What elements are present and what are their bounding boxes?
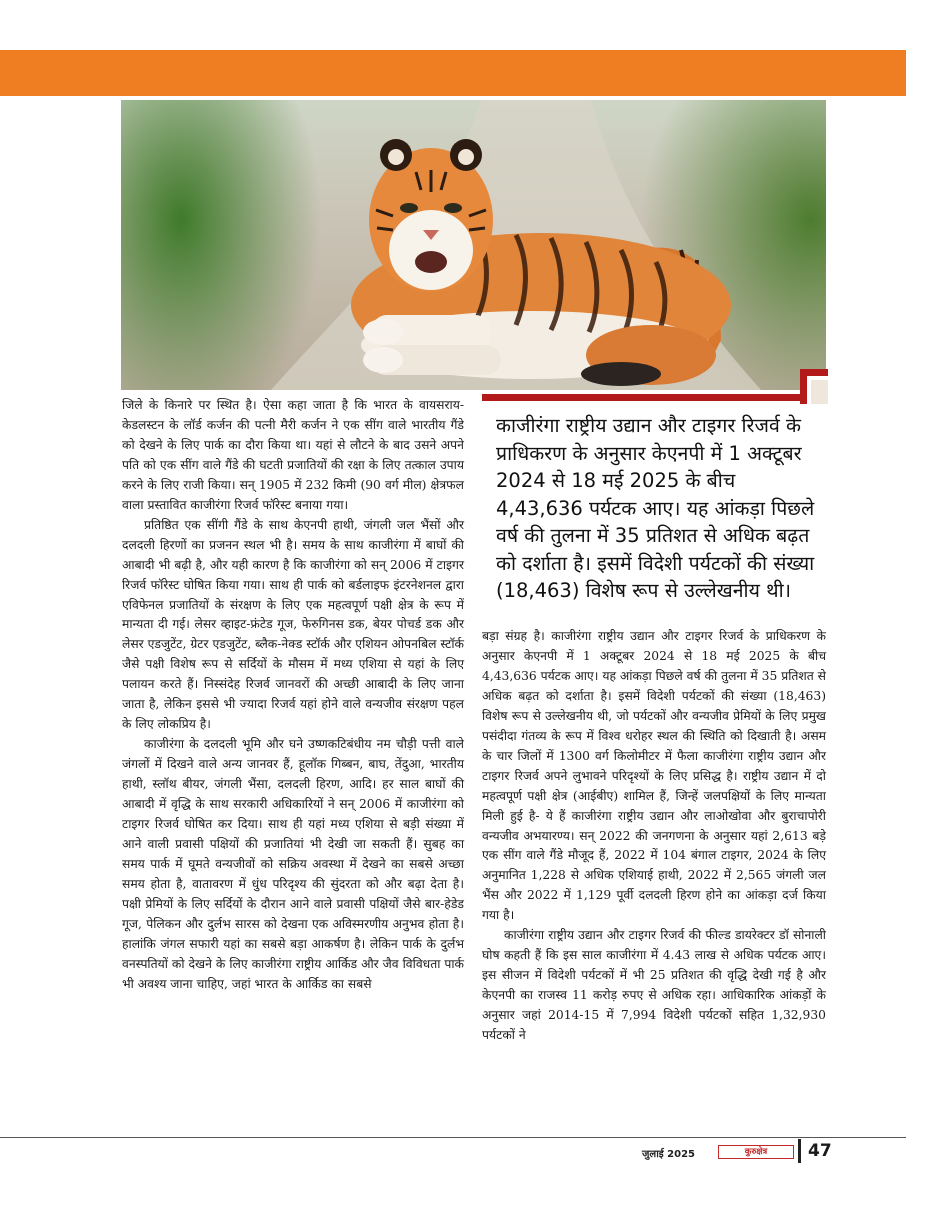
tiger-photo xyxy=(121,100,826,390)
article-column-right xyxy=(482,627,826,1046)
footer-rule xyxy=(0,1137,906,1138)
header-accent-band xyxy=(0,50,906,96)
issue-date: जुलाई 2025 xyxy=(642,1149,696,1160)
paragraph: काजीरंगा राष्ट्रीय उद्यान और टाइगर रिजर्व की फील्ड डायरेक्टर डॉ सोनाली घोष कहती हैं कि इस साल काजीरंगा में 4.43 लाख से अधिक पर्यटक आए। इस सीजन में विदेशी पर्यटकों में भी 25 प्रतिशत की वृद्धि देखी गई है और केएनपी का राजस्व 11 करोड़ रुपए से अधिक रहा। आधिकारिक आंकड़ों के अनुसार जहां 2014-15 में 7,994 विदेशी पर्यटकों सहित 1,32,930 पर्यटकों ने xyxy=(482,928,826,1043)
tiger-photo-illustration xyxy=(121,100,826,390)
paragraph: काजीरंगा के दलदली भूमि और घने उष्णकटिबंधीय नम चौड़ी पत्ती वाले जंगलों में दिखने वाले अन्य जानवर हैं, हूलॉक गिब्बन, बाघ, तेंदुआ, भारतीय हाथी, स्लॉथ बीयर, जंगली भैंसा, दलदली हिरण, आदि। हर साल बाघों की आबादी में वृद्धि के साथ सरकारी अधिकारियों ने सन् 2006 में काजीरंगा को टाइगर रिजर्व घोषित कर दिया। साथ ही यहां मध्य एशिया से बड़ी संख्या में आने वाली प्रवासी पक्षियों की प्रजातियां भी देखी जा सकती हैं। सुबह का समय पार्क में घूमते वन्यजीवों को सक्रिय अवस्था में देखने का सबसे अच्छा समय होता है, वातावरण में धुंध परिदृश्य की सुंदरता को और बढ़ा देता है। पक्षी प्रेमियों के लिए सर्दियों के दौरान आने वाले प्रवासी पक्षियों जैसे बार-हेडेड गूज, पेलिकन और दुर्लभ सारस को देखना एक अविस्मरणीय अनुभव होता है। हालांकि जंगल सफारी यहां का सबसे बड़ा आकर्षण है। लेकिन पार्क के दुर्लभ वनस्पतियों को देखने के लिए काजीरंगा राष्ट्रीय आर्किड और जैव विविधता पार्क भी अवश्य जाना चाहिए, जहां भारत के आर्किड का सबसे xyxy=(122,737,464,991)
pullquote: काजीरंगा राष्ट्रीय उद्यान और टाइगर रिजर्व के प्राधिकरण के अनुसार केएनपी में 1 अक्टूबर 2024 से 18 मई 2025 के बीच 4,43,636 पर्यटक आए। यह आंकड़ा पिछले वर्ष की तुलना में 35 प्रतिशत से अधिक बढ़त को दर्शाता है। इसमें विदेशी पर्यटकों की संख्या (18,463) विशेष रूप से उल्लेखनीय थी। xyxy=(496,414,815,602)
page-number: 47 xyxy=(808,1141,832,1161)
photo-corner-mark xyxy=(800,369,828,404)
pullquote-rule xyxy=(482,394,800,401)
paragraph: जिले के किनारे पर स्थित है। ऐसा कहा जाता है कि भारत के वायसराय- केडलस्टन के लॉर्ड कर्जन की पत्नी मैरी कर्जन ने एक सींग वाले भारतीय गैंडे को देखने के लिए पार्क का दौरा किया था। यहां से लौटने के बाद उसने अपने पति को एक सींग वाले गैंडे की घटती प्रजातियों की रक्षा के लिए तत्काल उपाय करने के लिए राजी किया। सन् 1905 में 232 किमी (90 वर्ग मील) क्षेत्रफल वाला प्रस्तावित काजीरंगा रिजर्व फॉरेस्ट बनाया गया। xyxy=(122,398,464,512)
article-column-left xyxy=(122,396,464,995)
footer-divider xyxy=(798,1139,801,1163)
paragraph: बड़ा संग्रह है। काजीरंगा राष्ट्रीय उद्यान और टाइगर रिजर्व के प्राधिकरण के अनुसार केएनपी में 1 अक्टूबर 2024 से 18 मई 2025 के बीच 4,43,636 पर्यटक आए। यह आंकड़ा पिछले वर्ष की तुलना में 35 प्रतिशत से अधिक बढ़त को दर्शाता है। इसमें विदेशी पर्यटकों की संख्या (18,463) विशेष रूप से उल्लेखनीय थी, जो पर्यटकों और वन्यजीव प्रेमियों के लिए प्रमुख पसंदीदा गंतव्य के रूप में विश्व धरोहर स्थल की स्थिति को दिखाती है। असम के चार जिलों में 1300 वर्ग किलोमीटर में फैला काजीरंगा राष्ट्रीय उद्यान और टाइगर रिजर्व अपने लुभावने परिदृश्यों के लिए प्रसिद्ध है। राष्ट्रीय उद्यान में दो महत्वपूर्ण पक्षी क्षेत्र (आईबीए) शामिल हैं, जिन्हें जलपक्षियों के लिए मान्यता मिली हुई है- ये हैं काजीरंगा राष्ट्रीय उद्यान और लाओखोवा और बुराचापोरी वन्यजीव अभयारण्य। सन् 2022 की जनगणना के अनुसार यहां 2,613 बड़े एक सींग वाले गैंडे मौजूद हैं, 2022 में 104 बंगाल टाइगर, 2024 के लिए अनुमानित 1,228 से अधिक एशियाई हाथी, 2022 में 2,565 जंगली जल भैंस और 2022 में 1,129 पूर्वी दलदली हिरण होने का आंकड़ा दर्ज किया गया है। xyxy=(482,629,826,923)
paragraph: प्रतिष्ठित एक सींगी गैंडे के साथ केएनपी हाथी, जंगली जल भैंसों और दलदली हिरणों का प्रजनन स्थल भी है। समय के साथ काजीरंगा में बाघों की आबादी भी बढ़ी है, और यही कारण है कि काजीरंगा को सन् 2006 में टाइगर रिजर्व फॉरेस्ट घोषित किया गया। साथ ही पार्क को बर्डलाइफ इंटरनेशनल द्वारा एविफेनल प्रजातियों के संरक्षण के लिए एक महत्वपूर्ण पक्षी क्षेत्र के रूप में मान्यता दी गई। लेसर व्हाइट-फ्रंटेड गूज, फेरुगिनस डक, बेयर पोचर्ड डक और लेसर एडजुटेंट, ग्रेटर एडजुटेंट, ब्लैक-नेक्ड स्टॉर्क और एशियन ओपनबिल स्टॉर्क जैसे पक्षी विशेष रूप से सर्दियों के मौसम में मध्य एशिया से यहां के लिए पलायन करते हैं। निस्संदेह रिजर्व जानवरों की अच्छी आबादी के लिए जाना जाता है, लेकिन इससे भी ज्यादा रिजर्व यहां होने वाले वन्यजीव संरक्षण पहल के लिए लोकप्रिय है। xyxy=(122,517,464,732)
masthead-logo: कुरुक्षेत्र xyxy=(718,1145,794,1159)
